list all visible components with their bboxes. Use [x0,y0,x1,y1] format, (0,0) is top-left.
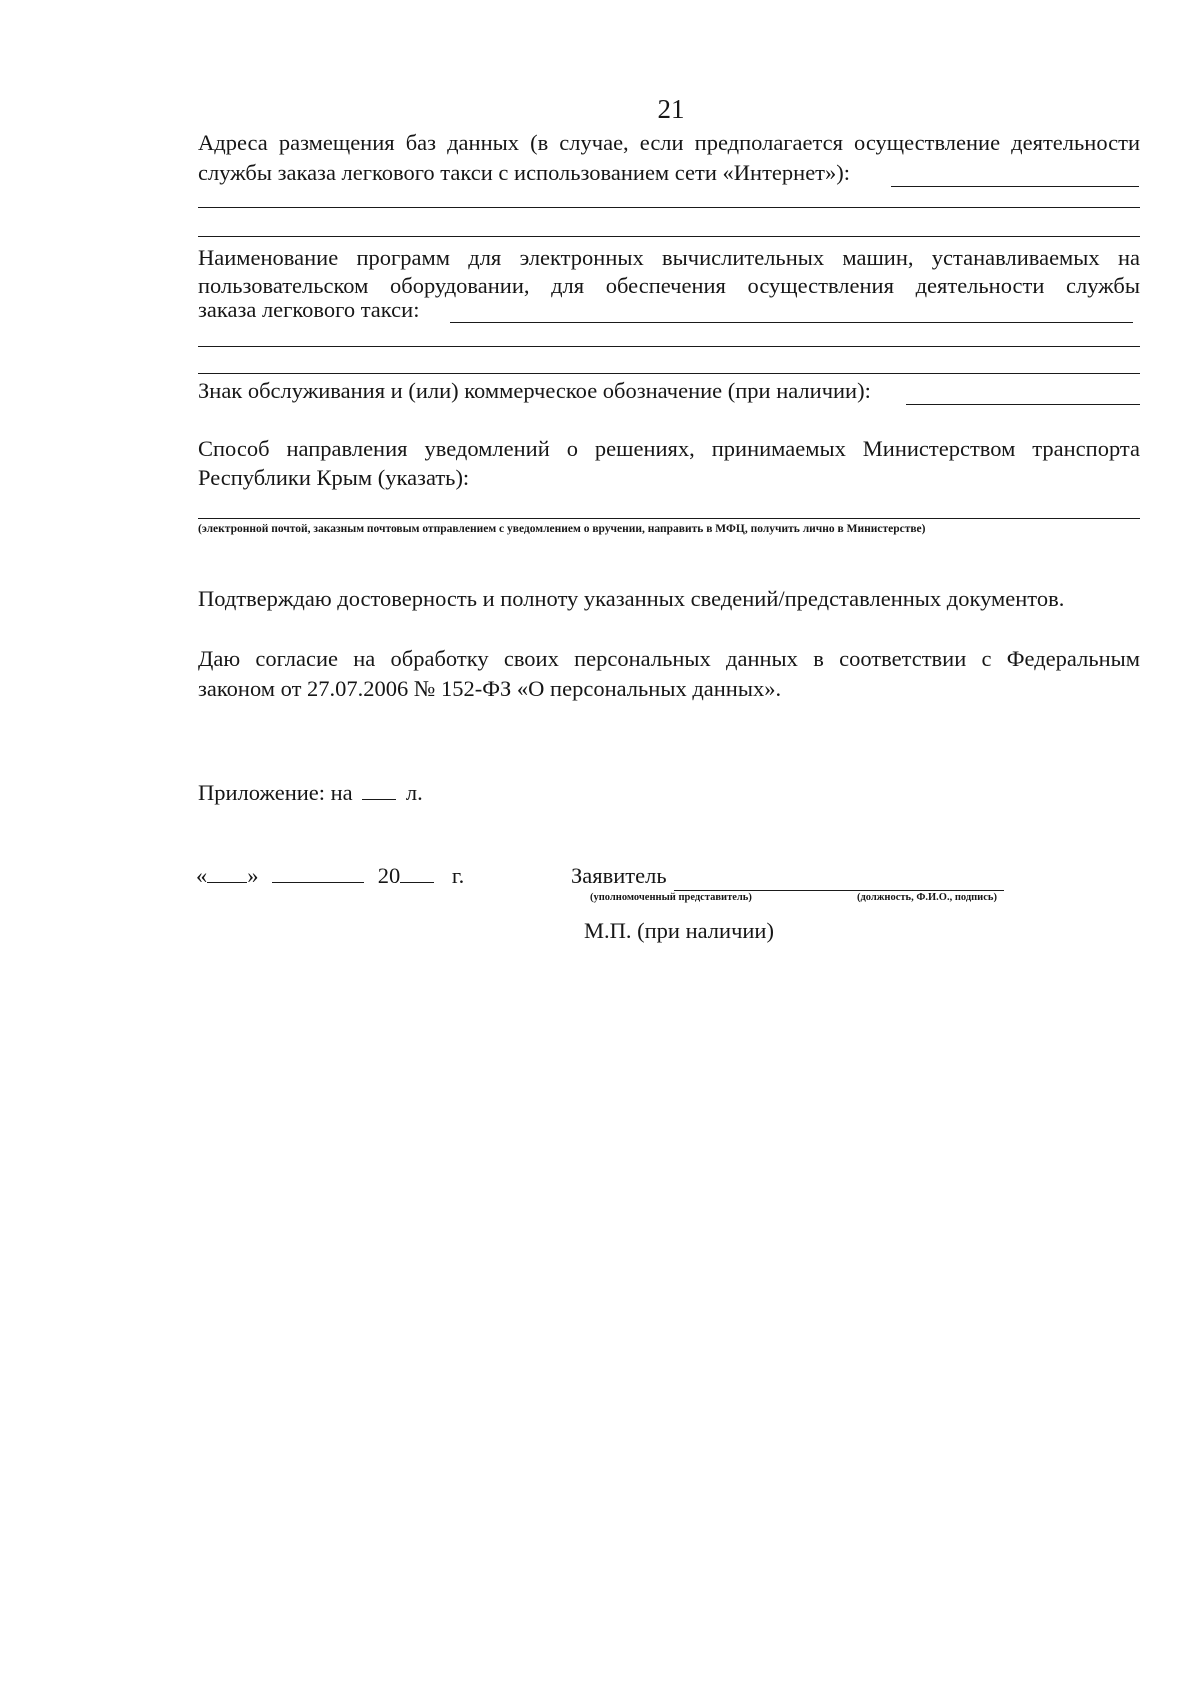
programs-label-line2: пользовательском оборудовании, для обеспечения осуществления деятельности службы [198,273,1140,298]
databases-fill-line1[interactable] [891,186,1139,187]
attachment-suffix: л. [405,780,423,805]
date-year-prefix: 20 [377,863,401,888]
confirmation-statement: Подтверждаю достоверность и полноту указанных сведений/представленных документов. [198,586,1065,611]
notification-fill-line[interactable] [198,518,1140,519]
databases-fill-line3[interactable] [198,236,1140,237]
date-year-field[interactable] [400,864,434,883]
date-quote-close: » [247,863,259,888]
applicant-signature-line[interactable] [674,890,1004,891]
attachment-prefix: Приложение: на [198,780,353,805]
date-year-suffix: г. [451,863,465,888]
attachment-label [198,780,423,806]
attachment-pages-field[interactable] [362,781,396,800]
programs-fill-line2[interactable] [198,346,1140,347]
notification-hint: (электронной почтой, заказным почтовым отправлением с уведомлением о вручении, направить в МФЦ, получить лично в Министерстве) [198,523,926,535]
date-day-field[interactable] [207,864,247,883]
programs-fill-line3[interactable] [198,373,1140,374]
notification-label-line1: Способ направления уведомлений о решениях, принимаемых Министерством транспорта [198,436,1140,461]
trademark-fill-line[interactable] [906,404,1140,405]
date-block [196,863,464,889]
applicant-label: Заявитель [571,863,667,888]
page-number: 21 [657,94,685,124]
consent-line2: законом от 27.07.2006 № 152-ФЗ «О персональных данных». [198,676,782,701]
programs-label-line3: заказа легкового такси: [198,297,420,322]
databases-label-line1: Адреса размещения баз данных (в случае, если предполагается осуществление деятельности [198,130,1140,155]
trademark-label: Знак обслуживания и (или) коммерческое обозначение (при наличии): [198,378,871,403]
consent-line1: Даю согласие на обработку своих персональных данных в соответствии с Федеральным [198,646,1140,671]
databases-fill-line2[interactable] [198,207,1140,208]
details-hint: (должность, Ф.И.О., подпись) [857,892,997,903]
date-month-field[interactable] [272,864,364,883]
programs-fill-line1[interactable] [450,322,1133,323]
seal-label: М.П. (при наличии) [584,918,774,943]
programs-label-line1: Наименование программ для электронных вычислительных машин, устанавливаемых на [198,245,1140,270]
notification-label-line2: Республики Крым (указать): [198,465,470,490]
date-quote-open: « [196,863,208,888]
databases-label-line2: службы заказа легкового такси с использованием сети «Интернет»): [198,160,851,185]
representative-hint: (уполномоченный представитель) [590,892,752,903]
